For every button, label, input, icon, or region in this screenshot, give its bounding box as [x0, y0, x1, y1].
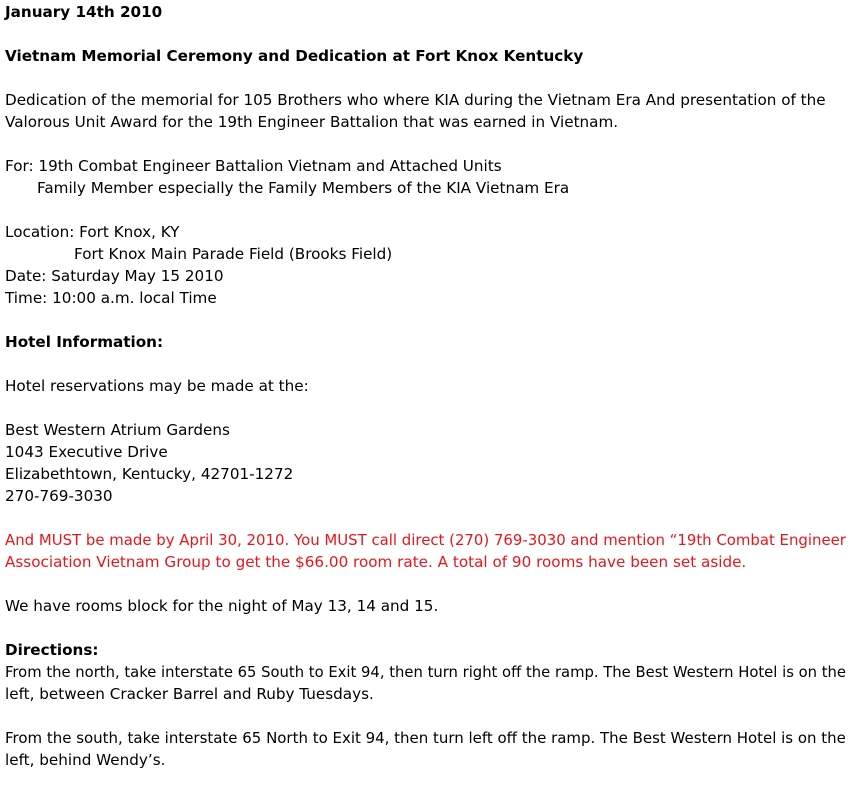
- audience-line-2: Family Member especially the Family Members of the KIA Vietnam Era: [37, 179, 570, 197]
- date-heading: January 14th 2010: [5, 3, 163, 21]
- hotel-heading: Hotel Information:: [5, 333, 164, 351]
- location-line: Location: Fort Knox, KY: [5, 223, 180, 241]
- directions-south-line-2: left, behind Wendy’s.: [5, 751, 166, 769]
- directions-north-line-2: left, between Cracker Barrel and Ruby Tuesdays.: [5, 685, 374, 703]
- hotel-intro: Hotel reservations may be made at the:: [5, 377, 309, 395]
- directions-south-line-1: From the south, take interstate 65 North to Exit 94, then turn left off the ramp. The Best Western Hotel is on the: [5, 729, 846, 747]
- hotel-phone: 270-769-3030: [5, 487, 113, 505]
- page-title: Vietnam Memorial Ceremony and Dedication at Fort Knox Kentucky: [5, 47, 584, 65]
- event-date: Date: Saturday May 15 2010: [5, 267, 224, 285]
- hotel-street: 1043 Executive Drive: [5, 443, 168, 461]
- hotel-name: Best Western Atrium Gardens: [5, 421, 230, 439]
- directions-north-line-1: From the north, take interstate 65 South to Exit 94, then turn right off the ramp. The Best Western Hotel is on the: [5, 663, 846, 681]
- hotel-city: Elizabethtown, Kentucky, 42701-1272: [5, 465, 294, 483]
- notice-line-2: Association Vietnam Group to get the $66.00 room rate. A total of 90 rooms have been set aside.: [5, 553, 747, 571]
- event-time: Time: 10:00 a.m. local Time: [5, 289, 217, 307]
- notice-line-1: And MUST be made by April 30, 2010. You MUST call direct (270) 769-3030 and mention “19th Combat Engineer: [5, 531, 846, 549]
- intro-line-1: Dedication of the memorial for 105 Brothers who where KIA during the Vietnam Era And presentation of the: [5, 91, 826, 109]
- audience-line-1: For: 19th Combat Engineer Battalion Vietnam and Attached Units: [5, 157, 502, 175]
- location-detail-line: Fort Knox Main Parade Field (Brooks Field): [74, 245, 393, 263]
- intro-line-2: Valorous Unit Award for the 19th Engineer Battalion that was earned in Vietnam.: [5, 113, 619, 131]
- rooms-block-text: We have rooms block for the night of May 13, 14 and 15.: [5, 597, 439, 615]
- directions-heading: Directions:: [5, 641, 99, 659]
